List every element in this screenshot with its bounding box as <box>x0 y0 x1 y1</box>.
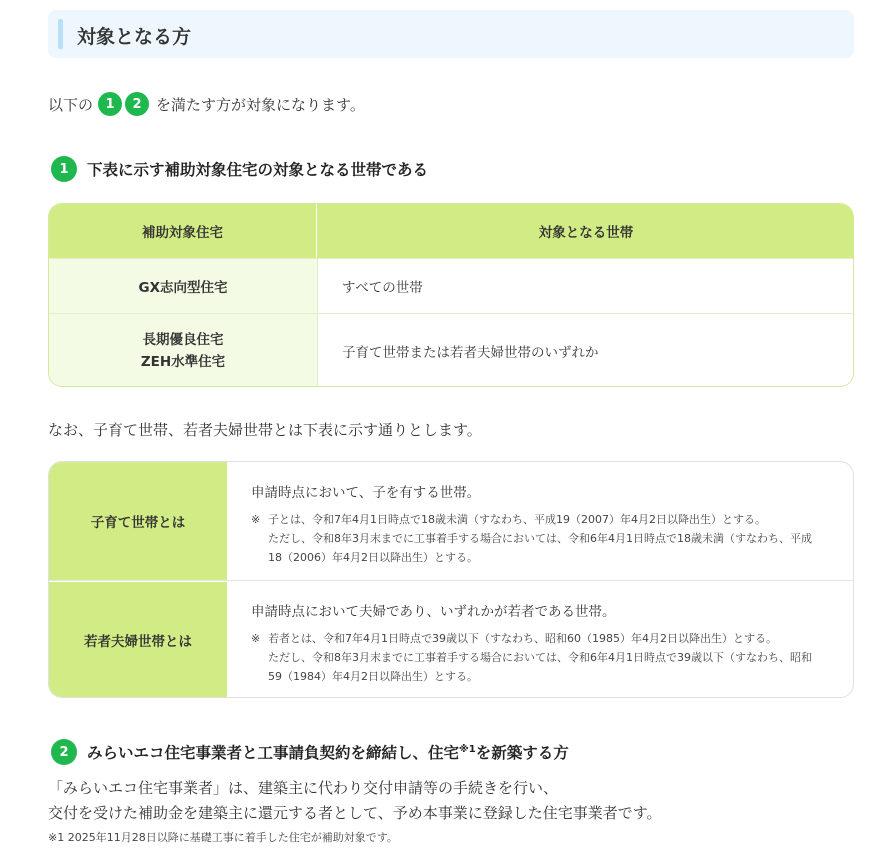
table-header-row <box>49 204 853 258</box>
definition-note <box>251 510 841 567</box>
household-type: すべての世帯 <box>317 259 854 313</box>
description-line-2: 交付を受けた補助金を建築主に還元する者として、予め本事業に登録した住宅事業者です。 <box>48 804 662 822</box>
table-row <box>49 462 853 580</box>
definition-main-text: 申請時点において、子を有する世帯。 <box>251 485 481 501</box>
housing-type <box>49 314 317 387</box>
note-line: ただし、令和8年3月末までに工事着手する場合においては、令和6年4月1日時点で39歳以下（すなわち、昭和 <box>268 651 812 664</box>
condition-1-heading <box>51 156 428 182</box>
condition-2-heading <box>51 739 569 765</box>
household-definition-table <box>48 461 854 698</box>
note-mark: ※ <box>251 632 261 645</box>
number-badge-1: 1 <box>98 92 122 116</box>
housing-type: GX志向型住宅 <box>49 259 317 313</box>
intro-after: を満たす方が対象になります。 <box>156 95 365 114</box>
note-line: 18（2006）年4月2日以降出生）とする。 <box>268 551 478 564</box>
header-housing: 補助対象住宅 <box>49 204 317 258</box>
table-row <box>49 313 853 387</box>
table-row <box>49 580 853 698</box>
footnote-ref: ※1 <box>459 743 476 755</box>
note-line: 若者とは、令和7年4月1日時点で39歳以下（すなわち、昭和60（1985）年4月2日以降出生）とする。 <box>268 632 777 645</box>
note-mark: ※ <box>251 513 261 526</box>
definition-label: 子育て世帯とは <box>49 462 227 580</box>
condition-2-text <box>87 741 569 763</box>
table-row <box>49 258 853 313</box>
definition-main-text: 申請時点において夫婦であり、いずれかが若者である世帯。 <box>251 604 616 620</box>
definition-note <box>251 629 841 686</box>
intro-before: 以下の <box>48 95 94 114</box>
section-title: 対象となる方 <box>77 26 192 48</box>
number-badge-2: 2 <box>125 92 149 116</box>
intro-text <box>48 91 365 117</box>
housing-type-line: ZEH水準住宅 <box>140 353 226 370</box>
section-header-bar <box>58 19 63 49</box>
note-line: 子とは、令和7年4月1日時点で18歳未満（すなわち、平成19（2007）年4月2日以降出生）とする。 <box>268 513 766 526</box>
section-header <box>48 10 854 58</box>
condition-1-number-badge: 1 <box>51 156 77 182</box>
housing-type-line: 長期優良住宅 <box>142 331 224 348</box>
definition-label: 若者夫婦世帯とは <box>49 581 227 698</box>
household-definition-intro: なお、子育て世帯、若者夫婦世帯とは下表に示す通りとします。 <box>48 421 482 439</box>
note-line: 59（1984）年4月2日以降出生）とする。 <box>268 670 478 683</box>
condition-2-text-before: みらいエコ住宅事業者と工事請負契約を締結し、住宅 <box>87 744 460 762</box>
footnote: ※1 2025年11月28日以降に基礎工事に着手した住宅が補助対象です。 <box>48 831 398 844</box>
target-housing-table <box>48 203 854 387</box>
condition-2-number-badge: 2 <box>51 739 77 765</box>
note-line: ただし、令和8年3月末までに工事着手する場合においては、令和6年4月1日時点で18歳未満（すなわち、平成 <box>268 532 812 545</box>
description-line-1: 「みらいエコ住宅事業者」は、建築主に代わり交付申請等の手続きを行い、 <box>48 779 559 797</box>
condition-1-text: 下表に示す補助対象住宅の対象となる世帯である <box>87 161 429 179</box>
condition-2-text-after: を新築する方 <box>475 744 569 762</box>
household-type: 子育て世帯または若者夫婦世帯のいずれか <box>317 314 854 387</box>
header-household: 対象となる世帯 <box>538 225 634 241</box>
